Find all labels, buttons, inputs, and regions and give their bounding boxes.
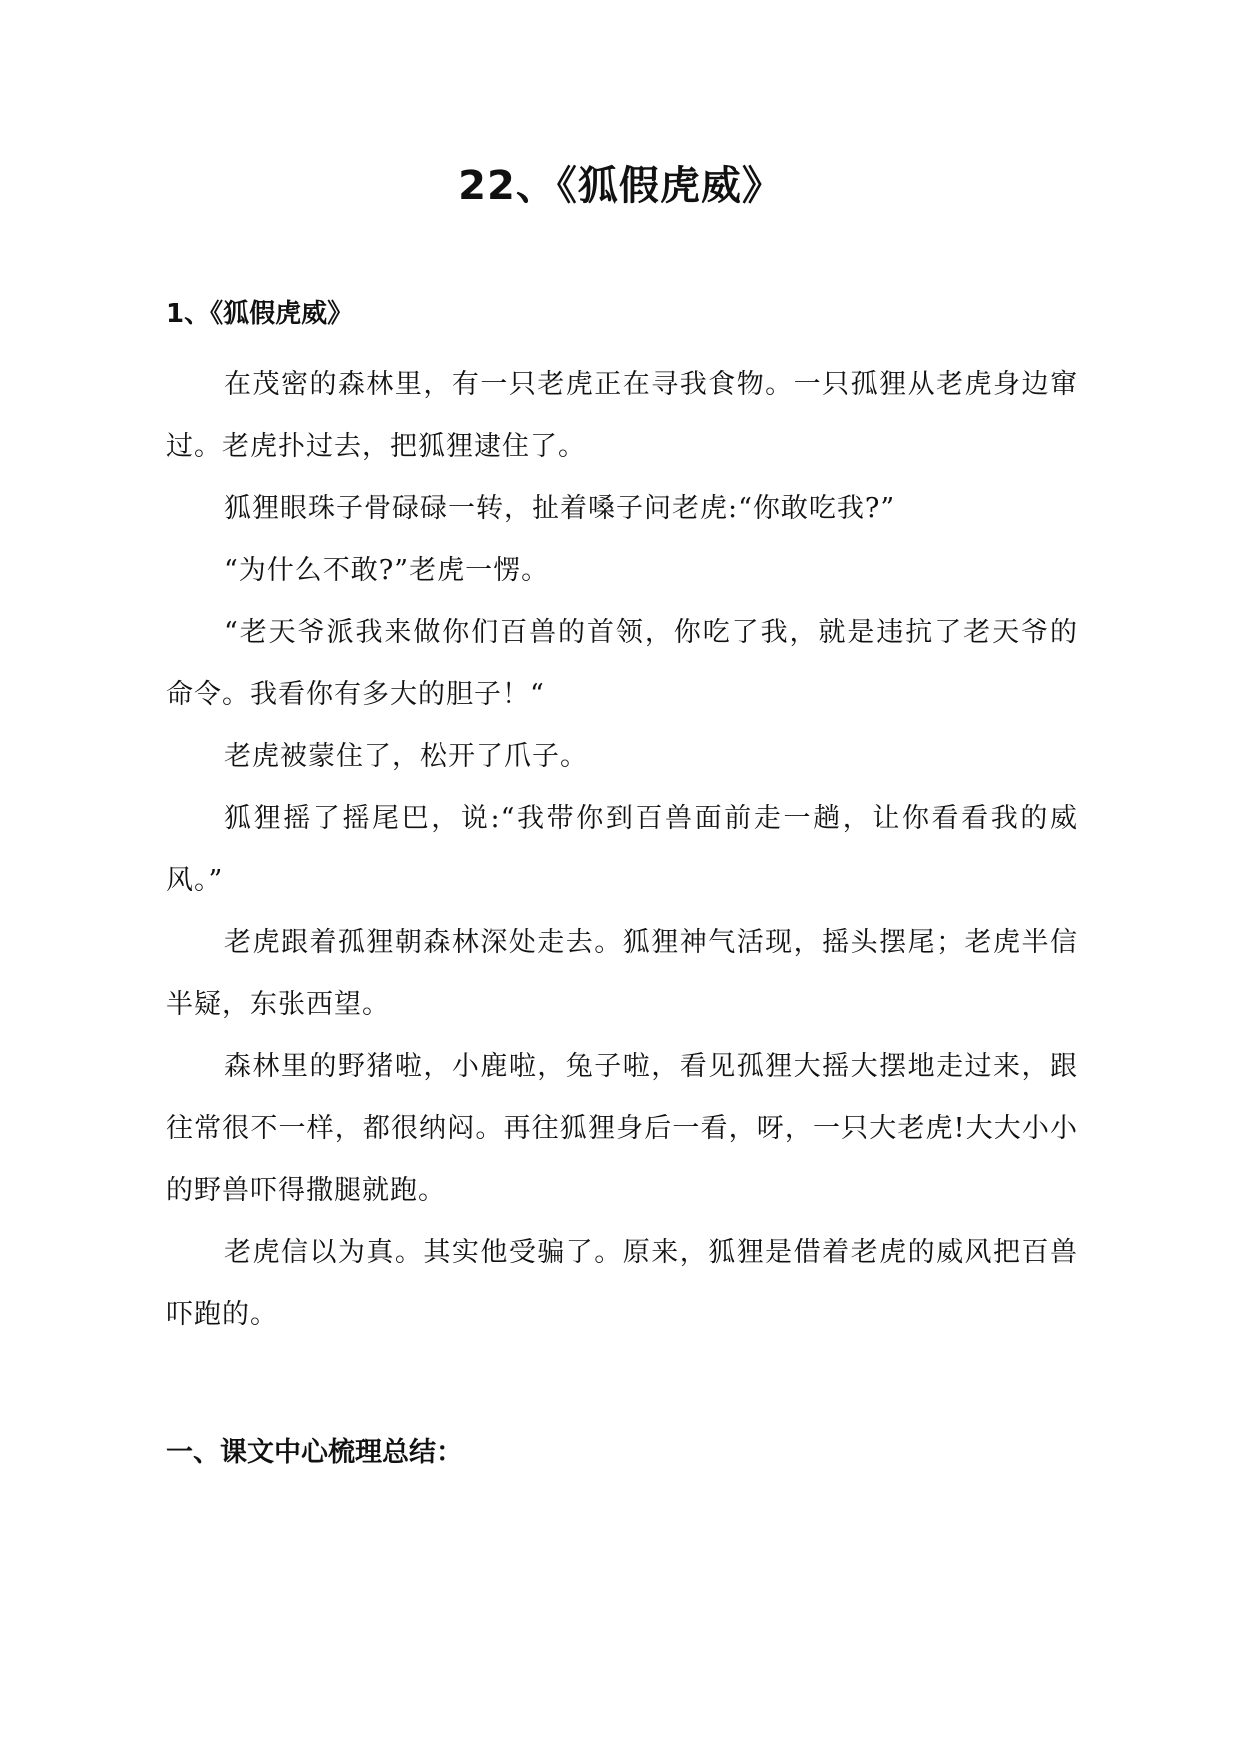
- paragraph: 森林里的野猪啦，小鹿啦，兔子啦，看见孤狸大摇大摆地走过来，跟往常很不一样，都很纳闷。再往狐狸身后一看，呀，一只大老虎!大大小小的野兽吓得撒腿就跑。: [166, 1051, 1078, 1206]
- paragraph: “老天爷派我来做你们百兽的首领，你吃了我，就是违抗了老天爷的命令。我看你有多大的胆子！“: [166, 617, 1078, 710]
- paragraph: 在茂密的森林里，有一只老虎正在寻我食物。一只孤狸从老虎身边窜过。老虎扑过去，把狐狸逮住了。: [166, 369, 1078, 462]
- paragraph: 老虎信以为真。其实他受骗了。原来，狐狸是借着老虎的威风把百兽吓跑的。: [166, 1237, 1078, 1330]
- paragraph: 老虎跟着孤狸朝森林深处走去。狐狸神气活现，摇头摆尾；老虎半信半疑，东张西望。: [166, 927, 1078, 1020]
- story-body: [166, 354, 1078, 1346]
- paragraph: “为什么不敢?”老虎一愣。: [224, 555, 550, 586]
- paragraph: 狐狸摇了摇尾巴，说:“我带你到百兽面前走一趟，让你看看我的威风。”: [166, 803, 1078, 896]
- summary-heading: 一、课文中心梳理总结：: [166, 1437, 463, 1468]
- paragraph: 狐狸眼珠子骨碌碌一转，扯着嗓子问老虎:“你敢吃我?”: [224, 493, 896, 524]
- document-title: 22、《狐假虎威》: [458, 163, 783, 209]
- paragraph: 老虎被蒙住了，松开了爪子。: [224, 741, 588, 772]
- section-title: 1、《狐假虎威》: [166, 299, 354, 329]
